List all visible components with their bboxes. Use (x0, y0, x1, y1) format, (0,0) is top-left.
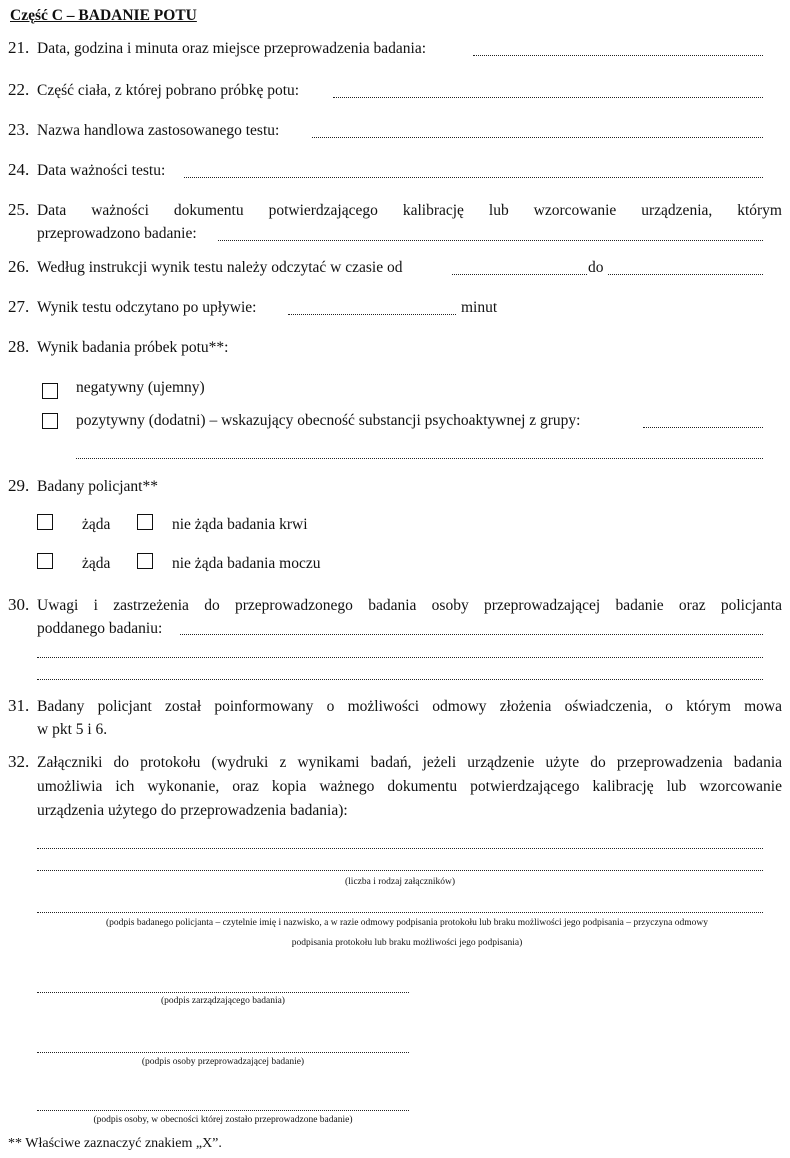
item-30-number: 30. (8, 595, 30, 614)
item-28-number: 28. (8, 337, 30, 356)
witness-signature-caption: (podpis osoby, w obecności której zostało przeprowadzone badanie) (93, 1115, 353, 1125)
policeman-signature-caption-2: podpisania protokołu lub braku możliwości jego podpisania) (291, 938, 523, 948)
item-26-to-label: do (588, 259, 604, 276)
blood-no-demand-checkbox[interactable] (137, 514, 153, 530)
item-27-fill-line[interactable] (288, 314, 456, 315)
item-23-label: Nazwa handlowa zastosowanego testu: (37, 122, 280, 139)
item-25-fill-line[interactable] (218, 240, 763, 241)
policeman-signature-caption-1: (podpis badanego policjanta – czytelnie imię i nazwisko, a w razie odmowy podpisania protokołu lub braku możliwości jego podpisania – przyczyna odmowy (105, 918, 709, 928)
item-29-label: Badany policjant** (37, 478, 158, 495)
blood-demand-label: żąda (82, 516, 111, 533)
substance-group-fill-line-2[interactable] (76, 458, 763, 459)
examiner-signature-caption: (podpis osoby przeprowadzającej badanie) (141, 1057, 305, 1067)
item-31-number: 31. (8, 696, 30, 715)
section-title: Część C – BADANIE POTU (10, 7, 197, 24)
attachments-caption: (liczba i rodzaj załączników) (345, 877, 455, 887)
blood-demand-checkbox[interactable] (37, 514, 53, 530)
item-25-number: 25. (8, 200, 30, 219)
item-30-label-line1: Uwagi i zastrzeżenia do przeprowadzonego badania osoby przeprowadzającej badanie oraz policjanta (37, 597, 782, 614)
item-26-from-fill-line[interactable] (452, 274, 587, 275)
item-22-fill-line[interactable] (333, 97, 763, 98)
item-32-number: 32. (8, 752, 30, 771)
item-23-fill-line[interactable] (312, 137, 763, 138)
urine-no-demand-label: nie żąda badania moczu (172, 555, 321, 572)
item-22-number: 22. (8, 80, 30, 99)
item-25-label-line2: przeprowadzono badanie: (37, 225, 197, 242)
positive-result-checkbox[interactable] (42, 413, 58, 429)
item-30-fill-line-1[interactable] (180, 634, 763, 635)
item-25-label-line1: Data ważności dokumentu potwierdzającego kalibrację lub wzorcowanie urządzenia, którym (37, 202, 782, 219)
urine-demand-label: żąda (82, 555, 111, 572)
attachments-fill-line-2[interactable] (37, 870, 763, 871)
attachments-fill-line-1[interactable] (37, 848, 763, 849)
item-32-label-line2: umożliwia ich wykonanie, oraz kopia ważnego dokumentu potwierdzającego kalibrację lub wzorcowanie (37, 778, 782, 795)
substance-group-fill-line[interactable] (643, 427, 763, 428)
item-31-label-line1: Badany policjant został poinformowany o możliwości odmowy złożenia oświadczenia, o którym mowa (37, 698, 782, 715)
item-32-label-line3: urządzenia użytego do przeprowadzenia badania): (37, 802, 348, 819)
urine-demand-checkbox[interactable] (37, 553, 53, 569)
item-30-fill-line-2[interactable] (37, 657, 763, 658)
item-26-to-fill-line[interactable] (608, 274, 763, 275)
ordering-signature-caption: (podpis zarządzającego badania) (161, 996, 285, 1006)
positive-result-label: pozytywny (dodatni) – wskazujący obecność substancji psychoaktywnej z grupy: (76, 412, 581, 429)
item-21-number: 21. (8, 38, 30, 57)
item-26-label: Według instrukcji wynik testu należy odczytać w czasie od (37, 259, 403, 276)
policeman-signature-line[interactable] (37, 912, 763, 913)
examiner-signature-line[interactable] (37, 1052, 409, 1053)
item-22-label: Część ciała, z której pobrano próbkę potu: (37, 82, 300, 99)
item-23-number: 23. (8, 120, 30, 139)
negative-result-checkbox[interactable] (42, 383, 58, 399)
item-21-fill-line[interactable] (473, 55, 763, 56)
item-24-label: Data ważności testu: (37, 162, 166, 179)
footnote: ** Właściwe zaznaczyć znakiem „X”. (8, 1136, 222, 1151)
item-32-label-line1: Załączniki do protokołu (wydruki z wynikami badań, jeżeli urządzenie użyte do przeprowadzenia badania (37, 754, 782, 771)
item-29-number: 29. (8, 476, 30, 495)
item-21-label: Data, godzina i minuta oraz miejsce przeprowadzenia badania: (37, 40, 427, 57)
item-24-number: 24. (8, 160, 30, 179)
item-28-label: Wynik badania próbek potu**: (37, 339, 229, 356)
item-27-label: Wynik testu odczytano po upływie: (37, 299, 257, 316)
urine-no-demand-checkbox[interactable] (137, 553, 153, 569)
item-24-fill-line[interactable] (184, 177, 763, 178)
witness-signature-line[interactable] (37, 1110, 409, 1111)
item-30-label-line2: poddanego badaniu: (37, 620, 163, 637)
item-31-label-line2: w pkt 5 i 6. (37, 721, 108, 738)
ordering-signature-line[interactable] (37, 992, 409, 993)
item-26-number: 26. (8, 257, 30, 276)
item-27-number: 27. (8, 297, 30, 316)
item-30-fill-line-3[interactable] (37, 679, 763, 680)
item-27-unit: minut (461, 299, 498, 316)
negative-result-label: negatywny (ujemny) (76, 379, 205, 396)
blood-no-demand-label: nie żąda badania krwi (172, 516, 308, 533)
